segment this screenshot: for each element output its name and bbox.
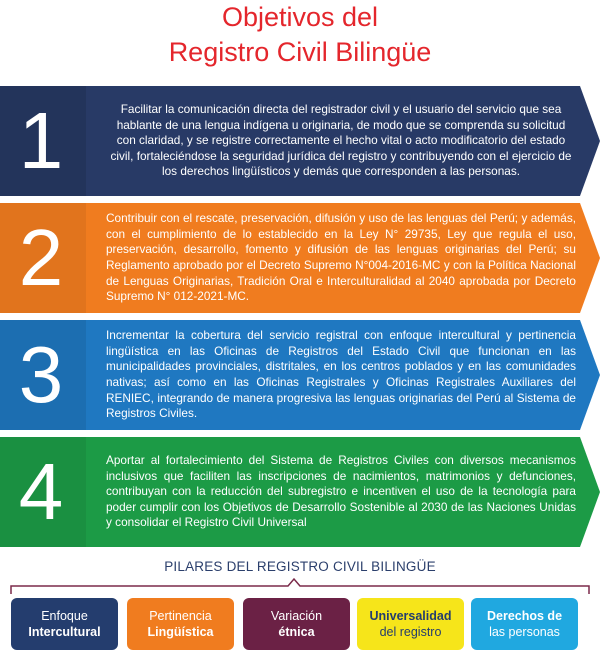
pillar-5-line-1: Derechos de <box>486 609 563 623</box>
objective-number-2: 2 <box>18 213 64 302</box>
objective-number-1: 1 <box>18 96 64 185</box>
objective-number-3: 3 <box>18 330 64 419</box>
objective-banner-4 <box>0 437 600 547</box>
bracket-line <box>11 579 589 594</box>
objective-text-2 <box>106 203 576 313</box>
title-line-2: Registro Civil Bilingüe <box>168 37 432 67</box>
title-line-1: Objetivos del <box>221 2 379 32</box>
objective-text-4 <box>106 437 576 547</box>
pillar-2-line-2: Lingüística <box>147 625 214 639</box>
objective-banner-1 <box>0 86 600 196</box>
objective-banner-3 <box>0 320 600 430</box>
objective-text-1 <box>106 86 576 196</box>
pillar-3-line-2: étnica <box>278 625 315 639</box>
pillar-3-line-1: Variación <box>270 609 323 623</box>
objective-text-3-content: Incrementar la cobertura del servicio registral con enfoque intercultural y pertinencia lingüística en las Oficinas de Registros del Estado Civil que funcionan en las municipalidades provinciales, distritales, en los centros poblados y en las comunidades nativas; así como en las Oficinas Registrales y Oficinas Registrales Auxiliares del RENIEC, integrando de manera progresiva las lenguas originarias del Perú al Sistema de Registros Civiles. <box>106 328 576 421</box>
pillar-1-line-1: Enfoque <box>41 609 88 623</box>
pillar-2-line-1: Pertinencia <box>149 609 212 623</box>
pillar-pertinencia-linguistica <box>127 598 234 650</box>
pillar-enfoque-intercultural <box>11 598 118 650</box>
objective-banner-2 <box>0 203 600 313</box>
pillar-universalidad-registro <box>357 598 464 650</box>
objective-number-4: 4 <box>18 447 64 536</box>
pillar-5-line-2: las personas <box>489 625 560 639</box>
objective-text-2-content: Contribuir con el rescate, preservación, difusión y uso de las lenguas del Perú; y además, con el cumplimiento de lo establecido en la Ley N° 29735, Ley que regula el uso, preservación, desarrollo, fomento y difusión de las lenguas originarias del Perú; su Reglamento aprobado por el Decreto Supremo N°004-2016-MC y con la Política Nacional de Lenguas Originarias, Tradición Oral e Interculturalidad al 2040 aprobada por Decreto Supremo N° 012-2021-MC. <box>106 211 576 304</box>
pillar-variacion-etnica <box>243 598 350 650</box>
pilares-title: PILARES DEL REGISTRO CIVIL BILINGÜE <box>164 559 436 574</box>
pilares-bracket <box>0 576 600 596</box>
objective-text-4-content: Aportar al fortalecimiento del Sistema de Registros Civiles con diversos mecanismos inclusivos que faciliten las inscripciones de nacimientos, matrimonios y defunciones, contribuyan con la reducción del subregistro e incentiven el uso de la tecnología para poder cumplir con los Objetivos de Desarrollo Sostenible al 2030 de las Naciones Unidas y consolidar el Registro Civil Universal <box>106 453 576 530</box>
pillar-1-line-2: Intercultural <box>28 625 101 639</box>
objective-text-3 <box>106 320 576 430</box>
pillar-4-line-1: Universalidad <box>369 609 452 623</box>
pillar-derechos-personas <box>471 598 578 650</box>
pillar-4-line-2: del registro <box>379 625 442 639</box>
objective-text-1-content: Facilitar la comunicación directa del registrador civil y el usuario del servicio que sea hablante de una lengua indígena u originaria, de modo que se comprenda su solicitud con claridad, y se registre correctamente el hecho vital o acto modificatorio del estado civil, fortaleciéndose la seguridad jurídica del registro y contribuyendo con el ejercicio de los derechos lingüísticos y demás que corresponden a las personas. <box>110 102 572 179</box>
